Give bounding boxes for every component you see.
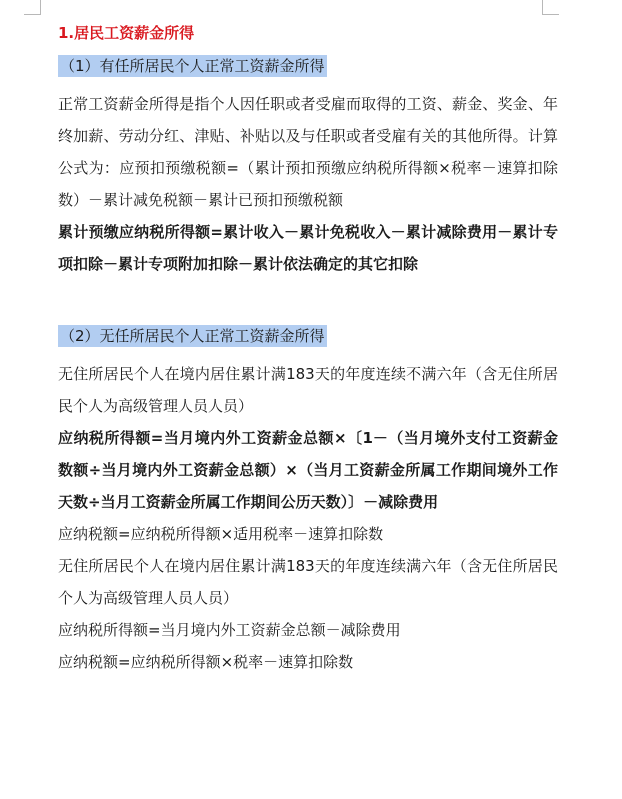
- case-2-description: 无住所居民个人在境内居住累计满183天的年度连续满六年（含无住所居民个人为高级管理人员人员）: [58, 557, 558, 607]
- case-1-description: 无住所居民个人在境内居住累计满183天的年度连续不满六年（含无住所居民个人为高级管理人员人员）: [58, 365, 558, 415]
- cumulative-formula: 累计预缴应纳税所得额=累计收入－累计免税收入－累计减除费用－累计专项扣除－累计专项附加扣除－累计依法确定的其它扣除: [58, 223, 558, 273]
- subsection-title-1: [58, 50, 558, 82]
- case-1-formula: 应纳税所得额=当月境内外工资薪金总额×〔1－（当月境外支付工资薪金数额÷当月境内外工资薪金总额）×（当月工资薪金所属工作期间境外工作天数÷当月工资薪金所属工作期间公历天数）〕－减除费用: [58, 429, 558, 511]
- crop-mark-right-horizontal: [542, 14, 559, 15]
- document-body: [58, 16, 558, 678]
- case-2-formula: 应纳税所得额=当月境内外工资薪金总额－减除费用: [58, 621, 401, 639]
- case-2-tax-formula: 应纳税额=应纳税所得额×税率－速算扣除数: [58, 653, 354, 671]
- subsection-title-2: [58, 320, 558, 352]
- spacer: [58, 280, 558, 320]
- subsection-title-2-text: （2）无任所居民个人正常工资薪金所得: [60, 327, 325, 345]
- crop-mark-left-horizontal: [24, 14, 41, 15]
- subsection-title-1-text: （1）有任所居民个人正常工资薪金所得: [60, 57, 325, 75]
- section-heading: 1.居民工资薪金所得: [58, 24, 195, 42]
- crop-mark-left-vertical: [40, 0, 41, 14]
- crop-mark-right-vertical: [542, 0, 543, 14]
- definition-paragraph: 正常工资薪金所得是指个人因任职或者受雇而取得的工资、薪金、奖金、年终加薪、劳动分红、津贴、补贴以及与任职或者受雇有关的其他所得。计算公式为：应预扣预缴税额=（累计预扣预缴应纳税所得额×税率－速算扣除数）－累计减免税额－累计已预扣预缴税额: [58, 95, 558, 209]
- case-1-tax-formula: 应纳税额=应纳税所得额×适用税率－速算扣除数: [58, 525, 384, 543]
